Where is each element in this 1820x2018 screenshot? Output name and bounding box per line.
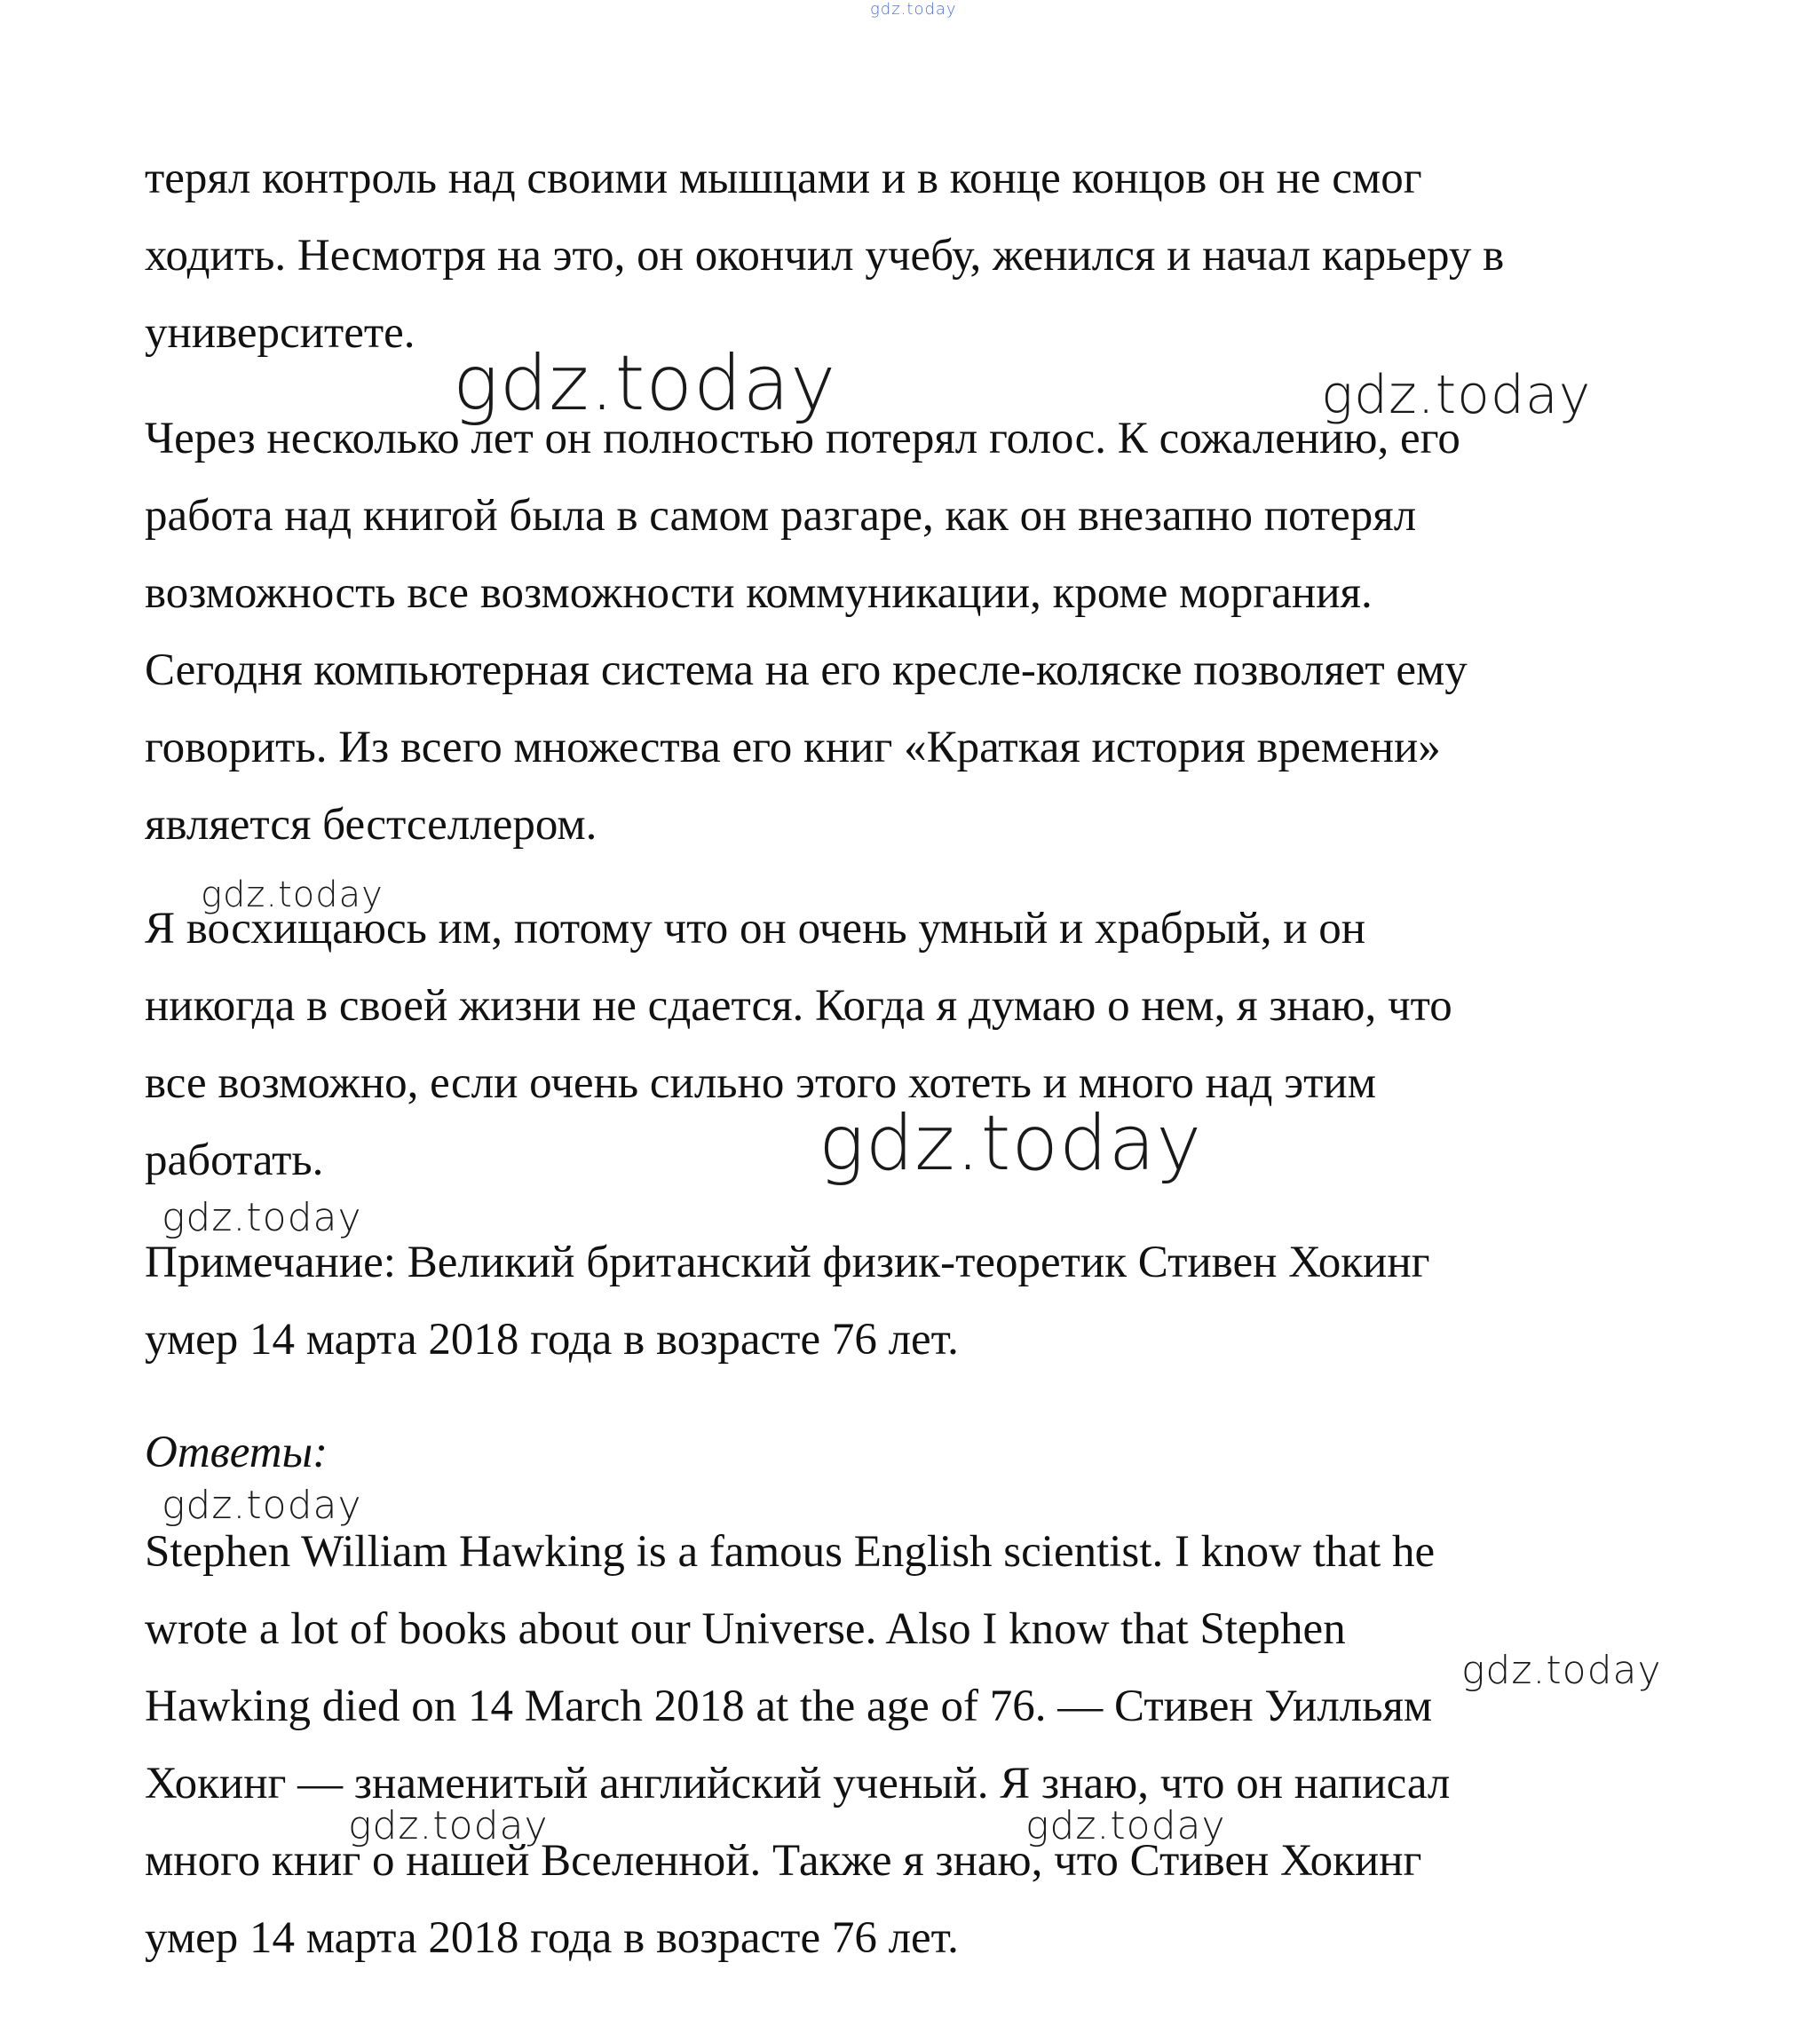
text-line: Примечание: Великий британский физик-теоретик Стивен Хокинг — [145, 1238, 1430, 1287]
text-line: работа над книгой была в самом разгаре, как он внезапно потерял — [145, 491, 1417, 541]
text-line: все возможно, если очень сильно этого хотеть и много над этим — [145, 1058, 1376, 1108]
text-line: Через несколько лет он полностью потерял голос. К сожалению, его — [145, 414, 1460, 463]
text-line: wrote a lot of books about our Universe. Also I know that Stephen — [145, 1604, 1346, 1654]
text-line: умер 14 марта 2018 года в возрасте 76 лет. — [145, 1913, 959, 1963]
text-line: Сегодня компьютерная система на его кресле-коляске позволяет ему — [145, 645, 1468, 695]
text-line: умер 14 марта 2018 года в возрасте 76 лет. — [145, 1315, 959, 1365]
watermark: gdz.today — [453, 339, 837, 428]
text-line: Hawking died on 14 March 2018 at the age of 76. — Стивен Уилльям — [145, 1682, 1433, 1731]
text-line: университете. — [145, 308, 415, 358]
text-line: является бестселлером. — [145, 800, 597, 850]
watermark: gdz.today — [1025, 1803, 1226, 1848]
text-line: говорить. Из всего множества его книг «Краткая история времени» — [145, 723, 1441, 772]
watermark: gdz.today — [162, 1483, 362, 1528]
text-line: много книг о нашей Вселенной. Также я знаю, что Стивен Хокинг — [145, 1836, 1422, 1886]
paragraph-answer — [145, 1514, 1743, 1977]
text-line: Я восхищаюсь им, потому что он очень умный и храбрый, и он — [145, 904, 1366, 954]
watermark: gdz.today — [1461, 1648, 1662, 1693]
paragraph-muscle-control — [145, 140, 1743, 372]
paragraph-note — [145, 1224, 1743, 1379]
text-line: терял контроль над своими мышцами и в конце концов он не смог — [145, 154, 1422, 203]
answers-heading: Ответы: — [145, 1428, 328, 1477]
text-line: ходить. Несмотря на это, он окончил учебу, женился и начал карьеру в — [145, 231, 1505, 281]
text-line: никогда в своей жизни не сдается. Когда я думаю о нем, я знаю, что — [145, 981, 1452, 1031]
watermark: gdz.today — [1321, 364, 1592, 426]
paragraph-lost-voice — [145, 400, 1743, 864]
watermark-top: gdz.today — [870, 0, 957, 19]
text-line: возможность все возможности коммуникации, кроме моргания. — [145, 568, 1373, 618]
watermark: gdz.today — [162, 1195, 362, 1240]
text-line: работать. — [145, 1136, 324, 1185]
text-line: Хокинг — знаменитый английский ученый. Я знаю, что он написал — [145, 1759, 1451, 1808]
watermark: gdz.today — [348, 1803, 549, 1848]
watermark: gdz.today — [201, 874, 384, 915]
watermark: gdz.today — [819, 1099, 1203, 1188]
text-line: Stephen William Hawking is a famous English scientist. I know that he — [145, 1527, 1436, 1577]
